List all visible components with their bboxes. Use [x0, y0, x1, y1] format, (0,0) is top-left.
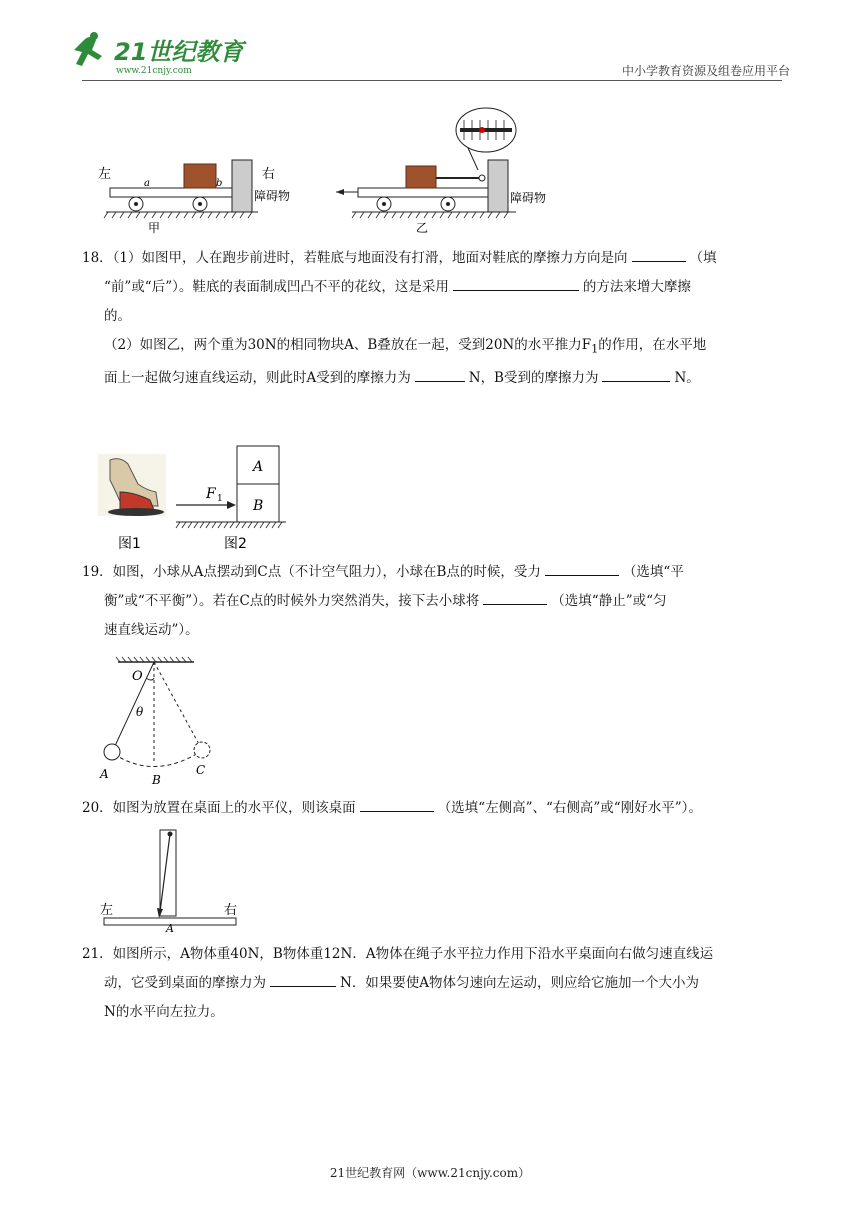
q20-text-b: （选填“左侧高”、“右侧高”或“刚好水平”）。	[437, 800, 702, 816]
question-18	[82, 244, 782, 393]
question-21	[82, 940, 782, 1027]
caption-fig2: 图2	[224, 536, 247, 552]
block-B-label: B	[253, 498, 264, 514]
label-B: B	[152, 773, 161, 786]
label-right-level: 右	[224, 903, 238, 918]
q20-text-a: 20．如图为放置在桌面上的水平仪，则该桌面	[82, 800, 356, 816]
q18-text-a: 18．（1）如图甲，人在跑步前进时，若鞋底与地面没有打滑，地面对鞋底的摩擦力方向是向	[82, 250, 628, 266]
label-theta: θ	[136, 705, 144, 719]
q21-blank-1[interactable]	[270, 972, 336, 987]
platform-name: 中小学教育资源及组卷应用平台	[621, 64, 790, 78]
q21-text-b: 动，它受到桌面的摩擦力为	[104, 975, 266, 991]
question-19	[82, 558, 782, 645]
caption-jia: 甲	[148, 221, 161, 235]
q18-part2-text-d: N，B受到的摩擦力为	[468, 369, 599, 386]
label-left: 左	[98, 167, 112, 182]
label-O: O	[132, 669, 143, 684]
runner-icon	[74, 37, 102, 66]
q18-text-b: （填	[689, 250, 717, 266]
q19-text-c: 衡”或“不平衡”）。若在C点的时候外力突然消失，接下去小球将	[104, 593, 480, 609]
figure-carts	[96, 104, 566, 240]
caption-fig1: 图1	[118, 536, 141, 552]
label-left-level: 左	[100, 903, 114, 918]
page-footer: 21世纪教育网（www.21cnjy.com）	[329, 1166, 531, 1180]
q18-blank-1[interactable]	[632, 247, 686, 262]
q18-blank-4[interactable]	[602, 367, 670, 382]
logo	[70, 30, 250, 80]
q18-text-e: 的。	[104, 308, 131, 324]
q20-blank-1[interactable]	[360, 797, 434, 812]
q18-blank-2[interactable]	[453, 276, 579, 291]
label-A: A	[100, 767, 109, 781]
label-obstacle-2: 障碍物	[510, 191, 547, 205]
logo-title: 21世纪教育	[114, 38, 244, 66]
figure-level	[96, 828, 246, 936]
label-C: C	[196, 763, 206, 777]
logo-url: www.21cnjy.com	[116, 66, 192, 76]
question-20	[82, 794, 782, 823]
q18-text-d: 的方法来增大摩擦	[582, 279, 691, 295]
header-divider	[82, 80, 782, 81]
q18-sub: 1	[591, 342, 599, 356]
q19-text-b: （选填“平	[622, 564, 684, 580]
q18-text-c: “前”或“后”）。鞋底的表面制成凹凸不平的花纹，这是采用	[104, 279, 449, 295]
q19-blank-1[interactable]	[545, 561, 619, 576]
q19-text-a: 19．如图，小球从A点摆动到C点（不计空气阻力），小球在B点的时候，受力	[82, 564, 541, 580]
q18-part2-text-c: 面上一起做匀速直线运动，则此时A受到的摩擦力为	[104, 369, 411, 386]
q18-part2-text-a: （2）如图乙，两个重为30N的相同物块A、B叠放在一起，受到20N的水平推力F	[104, 337, 592, 353]
cart-jia	[98, 160, 290, 235]
q19-text-d: （选填“静止”或“匀	[551, 593, 667, 609]
q19-blank-2[interactable]	[483, 590, 547, 605]
label-right: 右	[262, 167, 276, 182]
q18-blank-3[interactable]	[415, 367, 465, 382]
q18-part2-text-b: 的作用，在水平地	[598, 337, 707, 353]
caption-yi: 乙	[416, 221, 429, 235]
q19-text-e: 速直线运动”）。	[104, 622, 199, 638]
label-obstacle-1: 障碍物	[254, 189, 291, 203]
label-b: b	[216, 178, 223, 189]
label-A-level: A	[166, 922, 174, 935]
q21-text-c: N．如果要使A物体匀速向左运动，则应给它施加一个大小为	[340, 975, 700, 991]
label-F: F	[206, 486, 216, 502]
block-A-label: A	[253, 459, 264, 475]
q21-text-d: N的水平向左拉力。	[104, 1004, 224, 1020]
q18-part2-text-e: N。	[674, 369, 700, 386]
q21-text-a: 21．如图所示，A物体重40N，B物体重12N．A物体在绳子水平拉力作用下沿水平桌面向右做匀速直线运	[82, 946, 714, 962]
shoe-image	[98, 454, 166, 516]
figure-18	[96, 444, 296, 554]
figure-pendulum	[96, 656, 226, 786]
label-a: a	[144, 178, 150, 189]
page-header	[70, 30, 790, 82]
cart-yi	[336, 108, 546, 235]
label-F-sub: 1	[217, 494, 223, 504]
